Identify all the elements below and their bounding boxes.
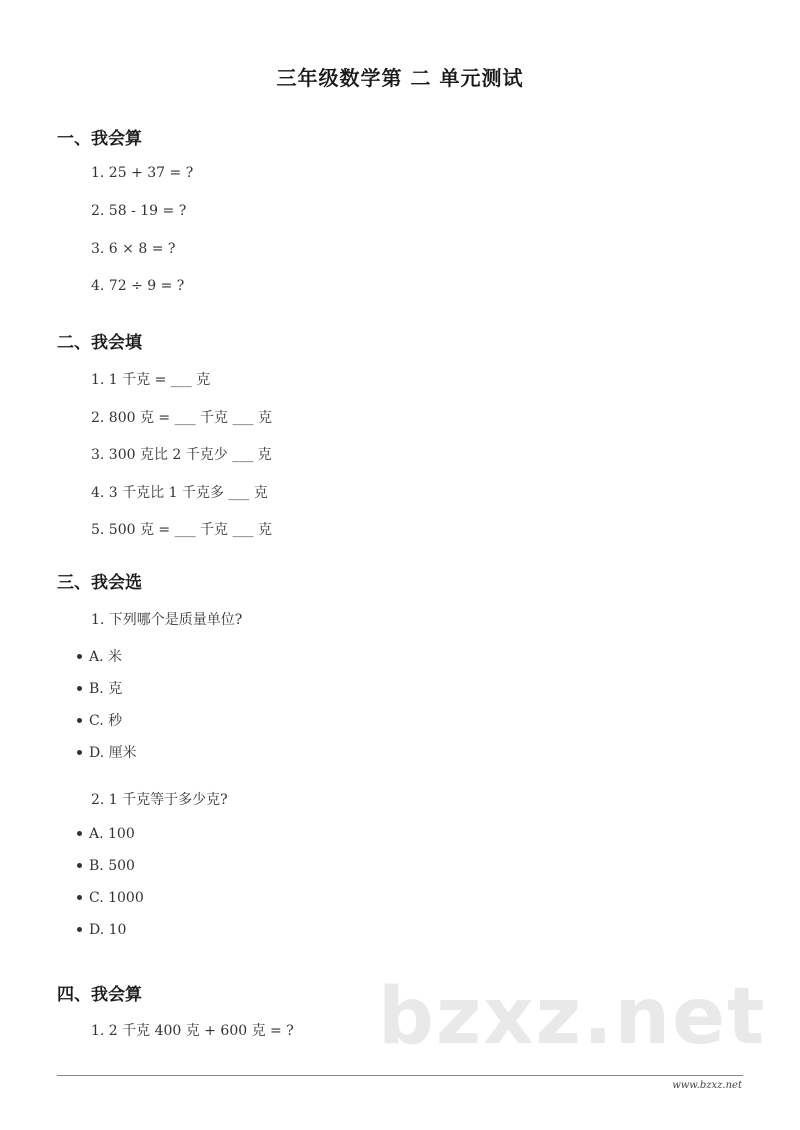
choice-question-1: 1. 下列哪个是质量单位? [91,612,243,628]
section-1-heading: 一、我会算 [57,129,142,149]
question-1-2: 2. 58 - 19 = ? [91,203,187,219]
option-2-d: D. 10 [77,922,126,938]
bullet-icon [77,654,82,659]
section-2-heading: 二、我会填 [57,333,142,353]
question-2-5: 5. 500 克 = ___ 千克 ___ 克 [91,522,272,538]
option-2-b: B. 500 [77,858,135,874]
watermark: bzxz.net [378,972,767,1062]
footer-url: www.bzxz.net [672,1080,742,1091]
bullet-icon [77,686,82,691]
bullet-icon [77,750,82,755]
option-2-c: C. 1000 [77,890,144,906]
section-3-heading: 三、我会选 [57,573,142,593]
page-title: 三年级数学第 二 单元测试 [276,66,524,90]
footer-divider [57,1075,743,1076]
option-1-b: B. 克 [77,678,122,698]
bullet-icon [77,718,82,723]
question-2-2: 2. 800 克 = ___ 千克 ___ 克 [91,410,272,426]
question-2-3: 3. 300 克比 2 千克少 ___ 克 [91,447,272,463]
choice-question-2: 2. 1 千克等于多少克? [91,792,228,808]
bullet-icon [77,863,82,868]
option-2-a: A. 100 [77,826,135,842]
question-2-4: 4. 3 千克比 1 千克多 ___ 克 [91,485,268,501]
question-1-1: 1. 25 + 37 = ? [91,165,194,181]
question-1-4: 4. 72 ÷ 9 = ? [91,278,185,294]
bullet-icon [77,831,82,836]
bullet-icon [77,895,82,900]
question-4-1: 1. 2 千克 400 克 + 600 克 = ? [91,1023,294,1039]
question-1-3: 3. 6 × 8 = ? [91,241,176,257]
question-2-1: 1. 1 千克 = ___ 克 [91,372,211,388]
option-1-d: D. 厘米 [77,742,137,762]
option-1-c: C. 秒 [77,710,122,730]
bullet-icon [77,927,82,932]
option-1-a: A. 米 [77,646,122,666]
section-4-heading: 四、我会算 [57,985,142,1005]
